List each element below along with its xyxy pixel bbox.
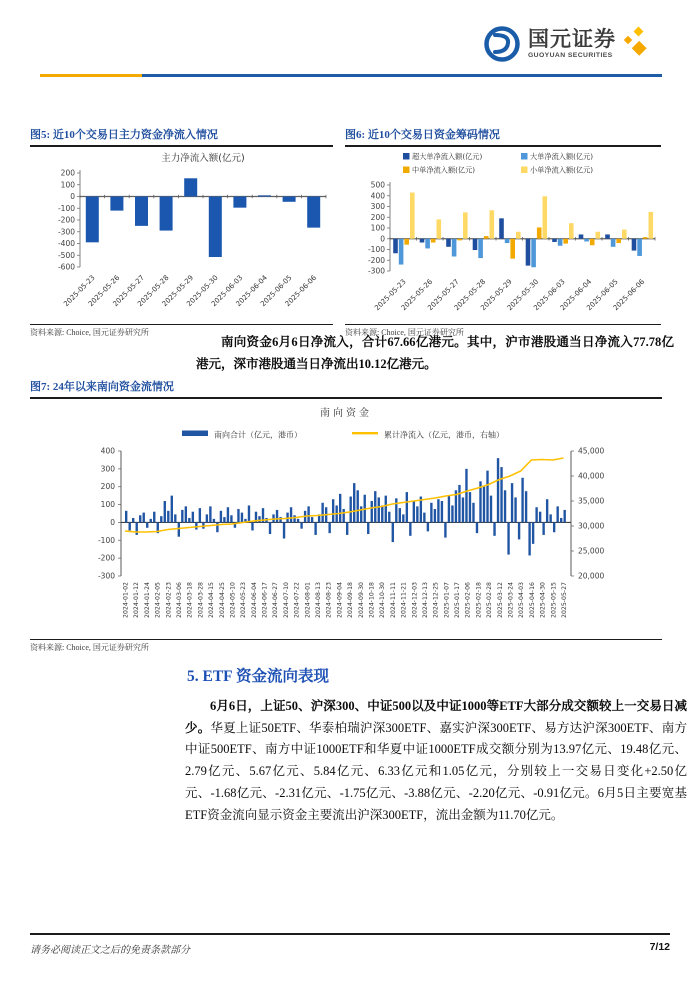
brand-name-en: GUOYUAN SECURITIES [528, 52, 613, 59]
header-rule-blue [142, 74, 662, 77]
diamonds-icon [622, 26, 648, 62]
figure6 [345, 126, 661, 338]
svg-text:2024-09-18: 2024-09-18 [346, 582, 354, 618]
svg-text:100: 100 [370, 223, 385, 233]
svg-text:2024-11-21: 2024-11-21 [400, 582, 408, 618]
svg-text:2024-09-30: 2024-09-30 [357, 582, 365, 618]
svg-text:2024-01-02: 2024-01-02 [122, 582, 129, 618]
svg-text:2024-04-25: 2024-04-25 [218, 582, 226, 618]
svg-text:2024-12-03: 2024-12-03 [410, 582, 418, 618]
svg-text:累计净流入（亿元，港币，右轴）: 累计净流入（亿元，港币，右轴） [383, 430, 504, 440]
svg-text:2025-05-15: 2025-05-15 [549, 582, 557, 618]
svg-text:0: 0 [380, 234, 385, 244]
svg-text:2025-05-27: 2025-05-27 [111, 273, 146, 309]
svg-text:2024-08-13: 2024-08-13 [314, 582, 322, 618]
svg-text:2025-05-28: 2025-05-28 [136, 273, 171, 309]
svg-text:40,000: 40,000 [577, 471, 604, 481]
svg-text:2025-05-23: 2025-05-23 [62, 273, 97, 309]
guoyuan-circle-icon [482, 24, 522, 64]
svg-text:-600: -600 [57, 262, 75, 272]
page-number: 7/12 [649, 941, 670, 953]
svg-text:0: 0 [70, 192, 75, 201]
svg-text:2024-06-27: 2024-06-27 [271, 582, 279, 618]
svg-text:2025-05-29: 2025-05-29 [160, 273, 196, 309]
svg-text:主力净流入额(亿元): 主力净流入额(亿元) [161, 153, 245, 164]
svg-text:2024-06-17: 2024-06-17 [261, 582, 269, 618]
svg-text:2024-06-04: 2024-06-04 [250, 582, 258, 618]
disclaimer-note: 请务必阅读正文之后的免责条款部分 [30, 945, 190, 956]
svg-text:2025-04-16: 2025-04-16 [528, 582, 536, 618]
svg-text:2025-01-07: 2025-01-07 [442, 582, 450, 618]
svg-text:200: 200 [100, 482, 115, 492]
svg-text:100: 100 [100, 500, 115, 510]
figure6-caption: 图6: 近10个交易日资金筹码情况 [345, 126, 661, 147]
figure7 [30, 378, 662, 653]
svg-text:2025-02-18: 2025-02-18 [474, 582, 482, 618]
etf-paragraph-bold: 6月6日，上证50、沪深300、中证500以及中证1000等ETF大部分成交额较上一交易日减少。 [185, 699, 687, 735]
svg-text:2025-05-23: 2025-05-23 [373, 277, 408, 313]
svg-text:2024-09-04: 2024-09-04 [335, 582, 343, 618]
svg-text:2025-05-30: 2025-05-30 [505, 277, 541, 313]
svg-text:500: 500 [370, 180, 385, 190]
figure6-chart [345, 147, 661, 319]
section5-heading: 5. ETF 资金流向表现 [187, 668, 329, 685]
svg-text:2024-12-13: 2024-12-13 [421, 582, 429, 618]
svg-text:2025-06-04: 2025-06-04 [234, 273, 269, 309]
svg-text:2025-02-06: 2025-02-06 [464, 582, 472, 618]
svg-text:2024-03-18: 2024-03-18 [186, 582, 194, 618]
svg-text:300: 300 [370, 202, 385, 211]
svg-text:2025-06-06: 2025-06-06 [283, 273, 319, 309]
svg-text:2024-12-25: 2024-12-25 [432, 582, 440, 618]
brand-name-cn: 国元证券 [528, 28, 616, 51]
svg-text:2025-05-30: 2025-05-30 [185, 273, 220, 309]
svg-text:2024-10-30: 2024-10-30 [378, 582, 386, 618]
svg-text:2024-03-06: 2024-03-06 [175, 582, 183, 618]
svg-text:300: 300 [100, 464, 115, 474]
svg-text:-200: -200 [367, 255, 385, 265]
svg-text:中单净流入额(亿元): 中单净流入额(亿元) [412, 165, 476, 175]
brand-logo [482, 24, 648, 64]
svg-text:2024-01-12: 2024-01-12 [132, 582, 140, 618]
svg-text:超大单净流入额(亿元): 超大单净流入额(亿元) [412, 152, 483, 161]
svg-text:2024-02-05: 2024-02-05 [154, 582, 162, 618]
figure5-caption: 图5: 近10个交易日主力资金净流入情况 [30, 126, 333, 147]
svg-text:2024-04-15: 2024-04-15 [207, 582, 215, 618]
svg-text:30,000: 30,000 [577, 521, 604, 531]
page-footer [30, 933, 670, 956]
svg-text:2025-06-05: 2025-06-05 [585, 277, 620, 313]
svg-text:35,000: 35,000 [577, 496, 604, 506]
svg-text:-200: -200 [57, 215, 75, 225]
svg-text:45,000: 45,000 [577, 446, 604, 456]
etf-paragraph-rest: 华夏上证50ETF、华泰柏瑞沪深300ETF、嘉实沪深300ETF、易方达沪深300ETF、南方中证500ETF、南方中证1000ETF和华夏中证1000ETF成交额分别为13.97亿元、19.48亿元、2.79亿元、5.67亿元、5.84亿元、6.33亿元和1.05亿元，分别较上一交易日变化+2.50亿元、-1.68亿元、-2.31亿元、-1.75亿元、-3.88亿元、-2.20亿元、-0.91亿元。6月5日主要宽基ETF资金流向显示资金主要流出沪深300ETF，流出金额为11.70亿元。 [185, 720, 687, 822]
header-rule [40, 74, 662, 77]
svg-text:-300: -300 [97, 571, 115, 581]
svg-text:2025-06-04: 2025-06-04 [558, 277, 594, 313]
svg-text:-100: -100 [97, 535, 115, 545]
figure5-chart [30, 147, 333, 319]
svg-text:-200: -200 [97, 553, 115, 563]
svg-text:2024-10-18: 2024-10-18 [367, 582, 375, 618]
svg-text:2025-05-26: 2025-05-26 [399, 277, 435, 313]
svg-text:2025-05-29: 2025-05-29 [479, 277, 514, 313]
svg-text:2024-05-23: 2024-05-23 [239, 582, 247, 618]
svg-text:2025-06-03: 2025-06-03 [532, 277, 567, 313]
svg-text:南向资金: 南向资金 [319, 408, 372, 419]
svg-text:400: 400 [100, 446, 115, 456]
southbound-paragraph: 南向资金6月6日净流入，合计67.66亿港元。其中，沪市港股通当日净流入77.78亿港元，深市港股通当日净流出10.12亿港元。 [196, 335, 674, 371]
svg-text:200: 200 [370, 212, 385, 222]
svg-text:2025-02-28: 2025-02-28 [485, 582, 493, 618]
svg-text:400: 400 [370, 191, 385, 201]
svg-text:2024-02-23: 2024-02-23 [164, 582, 172, 618]
svg-text:2024-05-10: 2024-05-10 [228, 582, 236, 618]
svg-text:2025-03-12: 2025-03-12 [496, 582, 504, 618]
svg-text:南向合计（亿元，港币）: 南向合计（亿元，港币） [213, 430, 302, 440]
svg-text:2025-04-30: 2025-04-30 [539, 582, 547, 618]
svg-text:2025-01-17: 2025-01-17 [453, 582, 461, 618]
svg-text:25,000: 25,000 [577, 546, 604, 556]
header-rule-yellow [40, 74, 142, 77]
svg-text:2025-03-24: 2025-03-24 [507, 582, 515, 618]
svg-text:2025-06-06: 2025-06-06 [611, 277, 647, 313]
figure5 [30, 126, 333, 338]
svg-text:-400: -400 [57, 239, 75, 248]
svg-text:2025-05-26: 2025-05-26 [86, 273, 122, 309]
svg-text:2025-06-05: 2025-06-05 [259, 273, 294, 309]
svg-text:大单净流入额(亿元): 大单净流入额(亿元) [530, 152, 594, 161]
etf-paragraph [185, 696, 687, 826]
svg-text:2024-07-22: 2024-07-22 [293, 582, 301, 618]
svg-text:0: 0 [109, 517, 115, 527]
svg-text:2025-05-28: 2025-05-28 [452, 277, 488, 313]
svg-text:20,000: 20,000 [577, 571, 604, 581]
svg-text:2024-07-10: 2024-07-10 [282, 582, 290, 618]
figure5-source: 资料来源: Choice, 国元证券研究所 [30, 324, 333, 338]
svg-text:小单净流入额(亿元): 小单净流入额(亿元) [530, 165, 594, 175]
svg-text:2025-04-03: 2025-04-03 [517, 582, 525, 618]
svg-text:-100: -100 [367, 245, 385, 254]
svg-text:2025-05-27: 2025-05-27 [426, 277, 461, 313]
svg-text:-100: -100 [57, 203, 75, 213]
svg-text:-300: -300 [367, 266, 385, 276]
svg-text:200: 200 [60, 168, 75, 178]
svg-text:2024-08-01: 2024-08-01 [303, 582, 311, 618]
figure7-caption: 图7: 24年以来南向资金流情况 [30, 378, 662, 399]
svg-text:-300: -300 [57, 227, 75, 237]
figure7-source: 资料来源: Choice, 国元证券研究所 [30, 639, 662, 653]
svg-text:2025-06-03: 2025-06-03 [209, 273, 245, 309]
figure7-chart [64, 399, 629, 639]
svg-text:2024-08-23: 2024-08-23 [325, 582, 333, 618]
svg-text:-500: -500 [57, 250, 75, 260]
svg-text:2025-05-27: 2025-05-27 [560, 582, 568, 618]
figure6-source: 资料来源: Choice, 国元证券研究所 [345, 324, 661, 338]
svg-text:100: 100 [60, 180, 75, 190]
svg-text:2024-01-24: 2024-01-24 [143, 582, 151, 618]
svg-text:2024-03-28: 2024-03-28 [196, 582, 204, 618]
svg-text:2024-11-11: 2024-11-11 [389, 582, 397, 618]
